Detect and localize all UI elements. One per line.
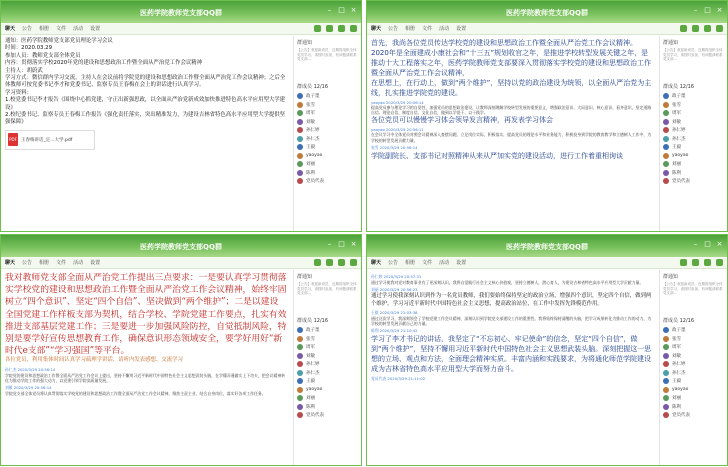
message-text: 学院党的建设和思想政治工作暨全面从严治党工作会议上提出，坚持不懈用习近平新时代中国特色社会主义思想武装头脑，在学懂弄通做实上下功夫，把会议精神转化为推动学院工作的强大动力，以党建引领学院高质量发展。 [5, 372, 286, 384]
members-count: 群成员 12/16 [297, 318, 328, 324]
message-meta: 张雪 2020/3/29 20:56:14 [371, 144, 418, 150]
member-item[interactable] [663, 160, 724, 169]
avatar [297, 161, 303, 167]
close-icon[interactable]: × [716, 6, 723, 14]
message-text: 各位党员可以慢慢学习体会领导发言精神，再发表学习体会 [371, 116, 553, 125]
member-name: 党员代表 [306, 179, 324, 185]
notice-text: 【公告】欢迎新成员，近期将组织全体党员学习，请按时参加，有问题请联系党支部... [663, 48, 723, 61]
tab-bar [367, 257, 727, 269]
member-name: 政子墨 [306, 328, 320, 334]
more-icon[interactable] [350, 25, 357, 32]
member-item[interactable] [663, 118, 724, 127]
member-item[interactable] [297, 369, 358, 378]
more-icon[interactable] [716, 259, 723, 266]
tab-files[interactable]: 文件 [56, 260, 67, 266]
avatar [297, 153, 303, 159]
message-text: 在思想上，在行动上，做到“两个维护”，坚持以党的政治建设为统领，以全面从严治党为主线，扎实推进学院党的建设。 [371, 79, 652, 97]
member-item[interactable] [663, 394, 724, 403]
tab-activity[interactable]: 活动 [439, 260, 450, 266]
message-text: 通过学习使我深刻认识到作为一名党员教师，我们要始终保持坚定的政治立场，增强四个意识，坚定四个自信，做到两个维护，学习习近平新时代中国特色社会主义思想，提高政治站位，在工作中发挥先锋模范作用。 [371, 293, 652, 307]
screen-share-icon[interactable] [704, 259, 711, 266]
member-name: yaoyao [672, 153, 689, 159]
member-name: 孙仁婷 [672, 362, 686, 368]
avatar [297, 412, 303, 418]
avatar [663, 378, 669, 384]
avatar [297, 404, 303, 410]
maximize-icon[interactable]: □ [704, 240, 711, 248]
member-item[interactable] [297, 377, 358, 386]
member-name: yaoyao [306, 387, 323, 393]
notice-heading: 群通知 [297, 40, 313, 46]
member-name: 党员代表 [672, 413, 690, 419]
members-heading [663, 83, 724, 90]
member-item[interactable] [663, 403, 724, 412]
avatar [297, 336, 303, 342]
window-title: 医药学院教师党支部QQ群 [506, 243, 588, 251]
message-line: 学习方式：微信群内学习交流，主持人在会议前将学院党的建设和思想政治工作暨全面从严治党工作会议精神；之后全体教师可按党委书记李才和党委书记、监察专员王春梅在会上的讲话进行认真学习。 [5, 75, 286, 89]
avatar [297, 370, 303, 376]
member-name: 孙仁杰 [306, 370, 320, 376]
avatar [297, 327, 303, 333]
avatar [663, 102, 669, 108]
tab-activity[interactable]: 活动 [73, 26, 84, 32]
member-item[interactable] [663, 152, 724, 161]
member-name: 刘丽 [306, 162, 315, 168]
avatar [663, 353, 669, 359]
tab-chat[interactable]: 聊天 [5, 26, 16, 32]
avatar [663, 127, 669, 133]
member-name: 张雪 [306, 102, 315, 108]
message-line: 主持人：胡蔚武 [5, 67, 43, 74]
tab-notice[interactable]: 公告 [388, 26, 399, 32]
avatar [663, 404, 669, 410]
member-item[interactable] [663, 177, 724, 186]
tab-bar [1, 23, 361, 35]
message-text: 学院副院长、支部书记对照精神从来从严加实党的建设活动，进行工作着重相询谈 [371, 151, 623, 160]
close-icon[interactable]: × [716, 240, 723, 248]
member-item[interactable] [663, 135, 724, 144]
qq-window-4 [366, 234, 728, 466]
message-meta: 刘敏 2020/3/29 20:56:14 [5, 385, 52, 391]
member-item[interactable] [663, 360, 724, 369]
video-icon[interactable] [692, 25, 699, 32]
message-line: 通知：医药学院教师党支部党员理论学习会议 [5, 38, 113, 44]
member-name: 孙仁杰 [672, 370, 686, 376]
message-text: 首先，我尚各位党员传达学校党的建设和思想政治工作暨全面从严治党工作会议精神。2020年是全面建成小康社会和“十三五”规划收官之年，是推进学校转型发展关键之年，是推动十大工程落实之年，医药学院教师党支部要深入贯彻落实学校党的建设和思想政治工作暨全面从严治党工作会议精神， [371, 39, 651, 77]
member-name: 陈利 [306, 170, 315, 176]
member-item[interactable] [297, 360, 358, 369]
avatar [663, 336, 669, 342]
tab-notice[interactable]: 公告 [22, 26, 33, 32]
message-line: 2.校纪委书记、监察专员王春梅工作报告《强化责任落实，突出精准发力，为建设吉林省特色高水平应用型大学提供坚强保障》 [5, 112, 286, 126]
avatar [663, 170, 669, 176]
avatar [297, 361, 303, 367]
file-name: 王春梅讲话_定...大学.pdf [21, 137, 73, 143]
member-name: 周军 [306, 111, 315, 117]
member-name: 刘丽 [672, 396, 681, 402]
members-heading [297, 83, 358, 90]
member-name: 党员代表 [306, 413, 324, 419]
group-sidebar [293, 36, 361, 231]
minimize-icon[interactable]: – [327, 6, 332, 14]
member-name: yaoyao [672, 387, 689, 393]
member-item[interactable] [297, 118, 358, 127]
video-icon[interactable] [326, 25, 333, 32]
tab-activity[interactable]: 活动 [73, 260, 84, 266]
tab-settings[interactable]: 设置 [90, 26, 101, 32]
member-item[interactable] [663, 109, 724, 118]
member-item[interactable] [663, 352, 724, 361]
maximize-icon[interactable]: □ [338, 6, 345, 14]
message-text: 通过学习使我对党对教育事业有了更深刻认识。我将自觉践行社会主义核心价值观，坚持立德树人，潜心育人，为建设吉林省特色高水平应用型大学贡献力量。 [371, 280, 644, 285]
member-name: 陈利 [306, 404, 315, 410]
member-name: 孙仁婷 [306, 128, 320, 134]
message-meta: 陈利 2020/3/29 21:10:42 [371, 328, 418, 334]
avatar [297, 344, 303, 350]
member-name: 党员代表 [672, 179, 690, 185]
video-icon[interactable] [326, 259, 333, 266]
more-icon[interactable] [716, 25, 723, 32]
member-name: 政子墨 [306, 94, 320, 100]
message-meta: 党员代表 2020/3/29 21:11:02 [371, 376, 426, 382]
member-item[interactable] [297, 109, 358, 118]
tab-album[interactable]: 相册 [405, 26, 416, 32]
avatar [297, 136, 303, 142]
member-name: 孙仁杰 [306, 136, 320, 142]
file-attachment[interactable] [5, 130, 95, 150]
avatar [297, 395, 303, 401]
avatar [663, 93, 669, 99]
qq-window-3 [0, 234, 362, 466]
avatar [297, 127, 303, 133]
member-name: 孙仁杰 [672, 136, 686, 142]
member-item[interactable] [297, 152, 358, 161]
members-count: 群成员 12/16 [663, 318, 694, 324]
member-item[interactable] [663, 386, 724, 395]
avatar [297, 387, 303, 393]
title-bar [1, 235, 361, 257]
member-name: 陈利 [672, 170, 681, 176]
minimize-icon[interactable]: – [693, 240, 698, 248]
member-name: 张雪 [672, 102, 681, 108]
phone-icon[interactable] [314, 259, 321, 266]
member-name: 王毅 [672, 145, 681, 151]
member-item[interactable] [297, 326, 358, 335]
message-meta: 刘丽 2020/3/29 20:56:23 [371, 287, 418, 293]
close-icon[interactable]: × [350, 6, 357, 14]
avatar [297, 170, 303, 176]
avatar [297, 178, 303, 184]
screen-share-icon[interactable] [704, 25, 711, 32]
chat-area [367, 36, 657, 231]
tab-chat[interactable]: 聊天 [371, 260, 382, 266]
screen-share-icon[interactable] [338, 259, 345, 266]
message-text: 通过这次学习，我深刻领会了学校党建工作会议精神，深刻认识到学院党支部建设工作的重要性。我将始终保持清醒的头脑，把学习成果转化为推动工作的动力，为学校的转型发展贡献自己的力量。 [371, 316, 652, 327]
window-title: 医药学院教师党支部QQ群 [140, 243, 222, 251]
member-item[interactable] [297, 335, 358, 344]
message-meta: 孙仁婷 2020/3/29 20:57:31 [371, 274, 422, 279]
message-line: 参加人员：教师党支部全体党员 [5, 52, 81, 59]
member-item[interactable] [297, 403, 358, 412]
more-icon[interactable] [350, 259, 357, 266]
chat-area [367, 270, 657, 465]
notice-heading: 群通知 [663, 40, 679, 46]
maximize-icon[interactable]: □ [704, 6, 711, 14]
member-item[interactable] [297, 394, 358, 403]
avatar [297, 93, 303, 99]
message-text: 在会议学习中全体党员对照会议精神深入查摆问题，立足岗位实际，积极落实，提高党员的理论水平和业务能力，积极投身到学院的教育教学和立德树人工作中，为学校的转型发展贡献力量。 [371, 132, 652, 143]
title-bar [1, 1, 361, 23]
message-text: 各位党员，利用集体时间认真学习疏理学讲话，请听内发表感想、交流学习 [5, 357, 183, 364]
tab-chat[interactable]: 聊天 [5, 260, 16, 266]
member-item[interactable] [663, 169, 724, 178]
member-item[interactable] [297, 92, 358, 101]
avatar [663, 361, 669, 367]
member-item[interactable] [663, 377, 724, 386]
notice-heading: 群通知 [297, 274, 313, 280]
members-heading [297, 317, 358, 324]
member-item[interactable] [297, 169, 358, 178]
member-item[interactable] [663, 101, 724, 110]
qq-window-1 [0, 0, 362, 232]
member-name: 张雪 [672, 336, 681, 342]
window-title: 医药学院教师党支部QQ群 [140, 9, 222, 17]
tab-notice[interactable]: 公告 [388, 260, 399, 266]
member-item[interactable] [663, 369, 724, 378]
member-name: 刘敏 [306, 119, 315, 125]
avatar [663, 387, 669, 393]
member-name: 刘丽 [672, 162, 681, 168]
notice-text: 【公告】欢迎新成员，近期将组织全体党员学习，请按时参加，有问题请联系党支部... [297, 282, 357, 295]
tab-album[interactable]: 相册 [39, 26, 50, 32]
member-item[interactable] [297, 386, 358, 395]
avatar [663, 136, 669, 142]
message-text: 学习了李才书记的讲话，我坚定了“不忘初心、牢记使命”的信念，坚定“四个自信”，做到“两个维护”，坚持不懈用习近平新时代中国特色社会主义思想武装头脑。深刻把握这一思想的立场、观点和方法，全面理会精神实质。丰富内涵和实践要求，为将通化师范学院建设成为吉林省特色高水平应用型大学而努力奋斗。 [371, 335, 652, 374]
message-line: 内容：贯彻落实学校2020年党的建设和思想政治工作暨全面从严治党工作会议精神 [5, 60, 203, 67]
member-item[interactable] [663, 92, 724, 101]
avatar [663, 153, 669, 159]
message-line: 学习资料： [5, 89, 32, 96]
member-name: 周军 [306, 345, 315, 351]
group-sidebar [659, 270, 727, 465]
avatar [663, 178, 669, 184]
group-sidebar [293, 270, 361, 465]
message-meta: 王毅 2020/3/29 21:03:38 [371, 310, 418, 316]
tab-files[interactable]: 文件 [422, 260, 433, 266]
member-name: 周军 [672, 345, 681, 351]
notice-text: 【公告】欢迎新成员，近期将组织全体党员学习，请按时参加，有问题请联系党支部... [663, 282, 723, 295]
maximize-icon[interactable]: □ [338, 240, 345, 248]
avatar [663, 395, 669, 401]
member-name: 刘敏 [672, 119, 681, 125]
title-bar [367, 1, 727, 23]
avatar [297, 353, 303, 359]
member-item[interactable] [663, 143, 724, 152]
window-title: 医药学院教师党支部QQ群 [506, 9, 588, 17]
member-item[interactable] [297, 177, 358, 186]
tab-activity[interactable]: 活动 [439, 26, 450, 32]
member-name: 王毅 [306, 379, 315, 385]
phone-icon[interactable] [680, 25, 687, 32]
avatar [297, 102, 303, 108]
message-meta: yaoyao 2020/3/29 20:56:14 [371, 100, 424, 105]
notice-text: 【公告】欢迎新成员，近期将组织全体党员学习，请按时参加，有问题请联系党支部... [297, 48, 357, 61]
avatar [663, 119, 669, 125]
minimize-icon[interactable]: – [327, 240, 332, 248]
avatar [663, 344, 669, 350]
tab-files[interactable]: 文件 [56, 26, 67, 32]
title-bar [367, 235, 727, 257]
member-name: 孙仁婷 [306, 362, 320, 368]
phone-icon[interactable] [314, 25, 321, 32]
avatar [663, 161, 669, 167]
member-item[interactable] [663, 326, 724, 335]
qq-window-2 [366, 0, 728, 232]
member-item[interactable] [297, 343, 358, 352]
phone-icon[interactable] [680, 259, 687, 266]
pdf-file-icon: PDF [8, 133, 18, 146]
member-name: 王毅 [672, 379, 681, 385]
avatar [663, 412, 669, 418]
screen-share-icon[interactable] [338, 25, 345, 32]
group-sidebar [659, 36, 727, 231]
avatar [663, 110, 669, 116]
member-name: 刘丽 [306, 396, 315, 402]
tab-notice[interactable]: 公告 [22, 260, 33, 266]
avatar [663, 144, 669, 150]
avatar [297, 144, 303, 150]
notice-heading: 群通知 [663, 274, 679, 280]
member-name: 王毅 [306, 145, 315, 151]
member-item[interactable] [297, 135, 358, 144]
members-count: 群成员 12/16 [663, 84, 694, 90]
member-name: 张雪 [306, 336, 315, 342]
member-item[interactable] [663, 411, 724, 420]
member-item[interactable] [297, 411, 358, 420]
member-name: 政子墨 [672, 328, 686, 334]
avatar [663, 327, 669, 333]
member-item[interactable] [297, 101, 358, 110]
message-line: 时间：2020.03.29 [5, 45, 53, 52]
message-meta: 孙仁杰 2020/3/29 20:56:14 [5, 366, 56, 372]
message-meta: yaoyao 2020/3/29 20:56:11 [371, 127, 424, 133]
member-item[interactable] [297, 143, 358, 152]
member-item[interactable] [663, 335, 724, 344]
members-count: 群成员 12/16 [297, 84, 328, 90]
avatar [663, 370, 669, 376]
chat-area [1, 270, 291, 465]
member-item[interactable] [663, 343, 724, 352]
tab-files[interactable]: 文件 [422, 26, 433, 32]
message-text: 提高党员参与理论学习的自觉性，加强党员的思想政治建设，让教师深刻理解学校转型发展的重要意义，增强政治意识、大局意识、核心意识、看齐意识，坚定道路自信、理论自信、制度自信、文化自信，做到以学促干、以干践学。 [371, 105, 652, 116]
member-name: 刘敏 [306, 353, 315, 359]
tab-album[interactable]: 相册 [39, 260, 50, 266]
member-item[interactable] [297, 160, 358, 169]
message-text: 我对教师党支部全面从严治党工作提出三点要求：一是要认真学习贯彻落实学校党的建设和思想政治工作暨全面从严治党工作会议精神，始终牢固树立“四个意识”、坚定“四个自信”、坚决做到“两个维护”；二是以建设全国党建工作样板支部为契机，结合学校、学院党建工作要点，扎实有效推进支部基层党建工作；三是要进一步加强风险防控，自觉抵制风险，特别是要学好宣传思想教育工作，确保意识形态领域安全，要学好用好“新时代e支部”“学习强国”等平台。 [5, 273, 287, 357]
avatar [297, 110, 303, 116]
message-line: 1.校党委书记李才报告《围绕中心抓党建，守正出新强思政，以全面从严治党新成效加快推进特色高水平应用型大学建设》 [5, 97, 286, 111]
tab-settings[interactable]: 设置 [456, 260, 467, 266]
member-item[interactable] [663, 126, 724, 135]
member-name: 陈利 [672, 404, 681, 410]
tab-bar [367, 23, 727, 35]
member-name: 刘敏 [672, 353, 681, 359]
member-item[interactable] [297, 126, 358, 135]
message-text: 学院党支部全体党员将认真贯彻落实学校党的建设和思想政治工作暨全面从严治党工作会议精神，聚焦主责主业，结合自身岗位，落实好各项工作任务。 [5, 391, 266, 397]
video-icon[interactable] [692, 259, 699, 266]
member-name: yaoyao [306, 153, 323, 159]
member-name: 周军 [672, 111, 681, 117]
tab-settings[interactable]: 设置 [456, 26, 467, 32]
avatar [297, 119, 303, 125]
close-icon[interactable]: × [350, 240, 357, 248]
tab-bar [1, 257, 361, 269]
tab-chat[interactable]: 聊天 [371, 26, 382, 32]
minimize-icon[interactable]: – [693, 6, 698, 14]
members-heading [663, 317, 724, 324]
member-item[interactable] [297, 352, 358, 361]
tab-settings[interactable]: 设置 [90, 260, 101, 266]
member-name: 政子墨 [672, 94, 686, 100]
tab-album[interactable]: 相册 [405, 260, 416, 266]
avatar [297, 378, 303, 384]
chat-area [1, 36, 291, 231]
member-name: 孙仁婷 [672, 128, 686, 134]
